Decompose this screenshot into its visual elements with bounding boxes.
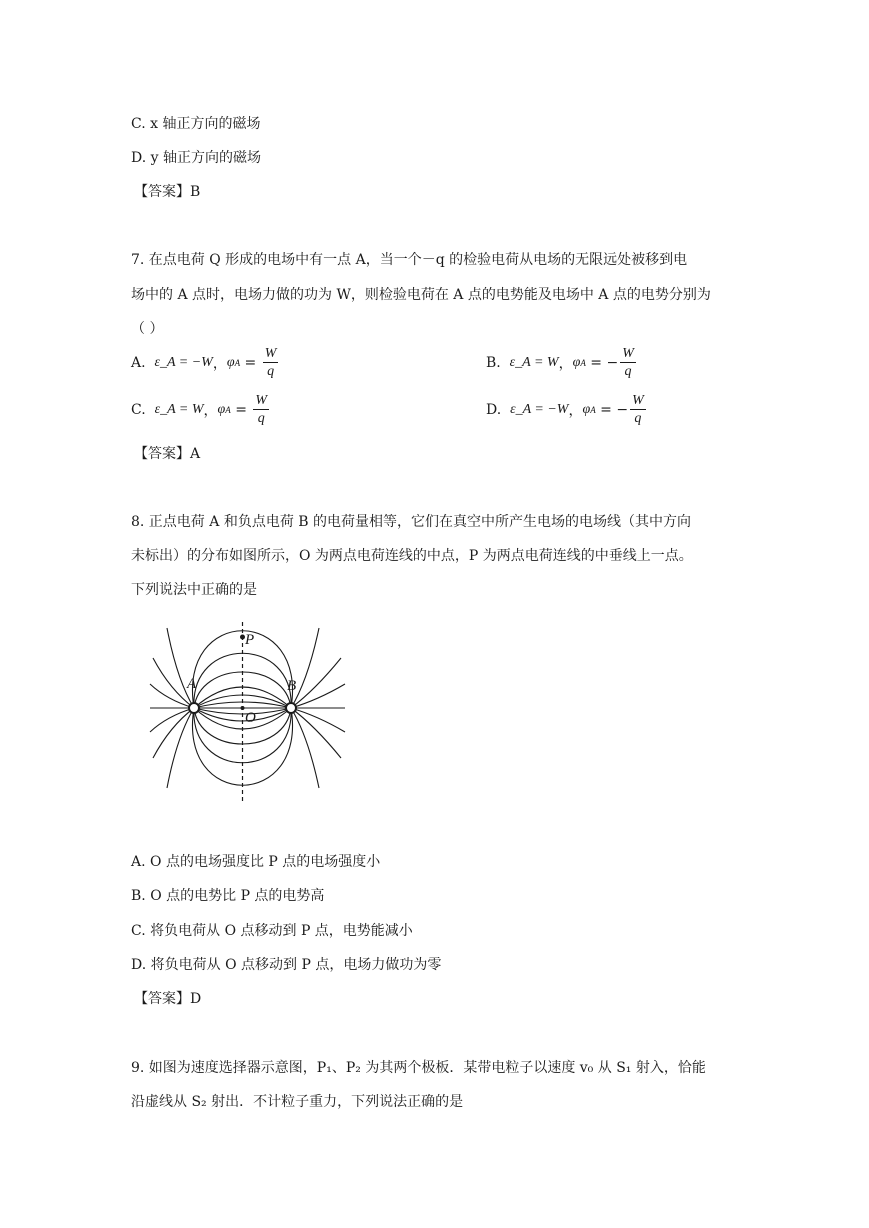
q8-option-b: B. O 点的电势比 P 点的电势高 bbox=[131, 888, 325, 904]
q6-answer: 【答案】B bbox=[134, 184, 201, 200]
fraction: $\frac{W}{q}$ bbox=[632, 393, 644, 426]
label-a: A bbox=[187, 676, 197, 692]
q8-option-c: C. 将负电荷从 O 点移动到 P 点，电势能减小 bbox=[131, 923, 413, 939]
q8-option-d: D. 将负电荷从 O 点移动到 P 点，电场力做功为零 bbox=[131, 957, 442, 973]
q7-option-c: C. ε_A = W ， φ A = $\frac{W}{q}$ bbox=[131, 393, 268, 426]
label-p: P bbox=[245, 632, 255, 648]
fraction: $\frac{W}{q}$ bbox=[264, 346, 277, 379]
q7-option-d: D. ε_A = −W ， φ A = − $\frac{W}{q}$ bbox=[486, 393, 644, 426]
label-o: O bbox=[245, 710, 256, 726]
q8-stem-line1: 8. 正点电荷 A 和负点电荷 B 的电荷量相等，它们在真空中所产生电场的电场线（其中方向 bbox=[131, 514, 692, 530]
fraction: $\frac{W}{q}$ bbox=[622, 346, 634, 379]
q7-stem-line2: 场中的 A 点时，电场力做的功为 W，则检验电荷在 A 点的电势能及电场中 A 点的电势分别为 bbox=[131, 287, 711, 303]
charge-b bbox=[286, 703, 296, 713]
charge-a bbox=[189, 703, 199, 713]
fraction: $\frac{W}{q}$ bbox=[255, 393, 268, 426]
label-b: B bbox=[287, 678, 297, 694]
q8-option-a: A. O 点的电场强度比 P 点的电场强度小 bbox=[131, 854, 381, 870]
q7-stem-line3: （ ） bbox=[131, 321, 164, 337]
q6-option-c: C. x 轴正方向的磁场 bbox=[131, 116, 261, 132]
q7-stem-line1: 7. 在点电荷 Q 形成的电场中有一点 A，当一个－q 的检验电荷从电场的无限远处被移到电 bbox=[131, 252, 688, 268]
q8-stem-line2: 未标出）的分布如图所示，O 为两点电荷连线的中点，P 为两点电荷连线的中垂线上一点。 bbox=[131, 548, 693, 564]
q7-answer: 【答案】A bbox=[134, 446, 201, 462]
q7-option-b: B. ε_A = W ， φ A = − $\frac{W}{q}$ bbox=[486, 346, 634, 379]
field-lines-diagram bbox=[145, 620, 350, 805]
q8-answer: 【答案】D bbox=[134, 991, 202, 1007]
point-o bbox=[241, 706, 245, 710]
q9-stem-line1: 9. 如图为速度选择器示意图，P₁、P₂ 为其两个极板．某带电粒子以速度 v₀ 从 S₁ 射入，恰能 bbox=[131, 1060, 706, 1076]
q8-stem-line3: 下列说法中正确的是 bbox=[131, 582, 257, 598]
q6-option-d: D. y 轴正方向的磁场 bbox=[131, 150, 261, 166]
electric-dipole-field-figure bbox=[145, 620, 350, 805]
q7-option-a: A. ε_A = −W ， φ A = $\frac{W}{q}$ bbox=[131, 346, 277, 379]
q9-stem-line2: 沿虚线从 S₂ 射出．不计粒子重力，下列说法正确的是 bbox=[131, 1094, 464, 1110]
